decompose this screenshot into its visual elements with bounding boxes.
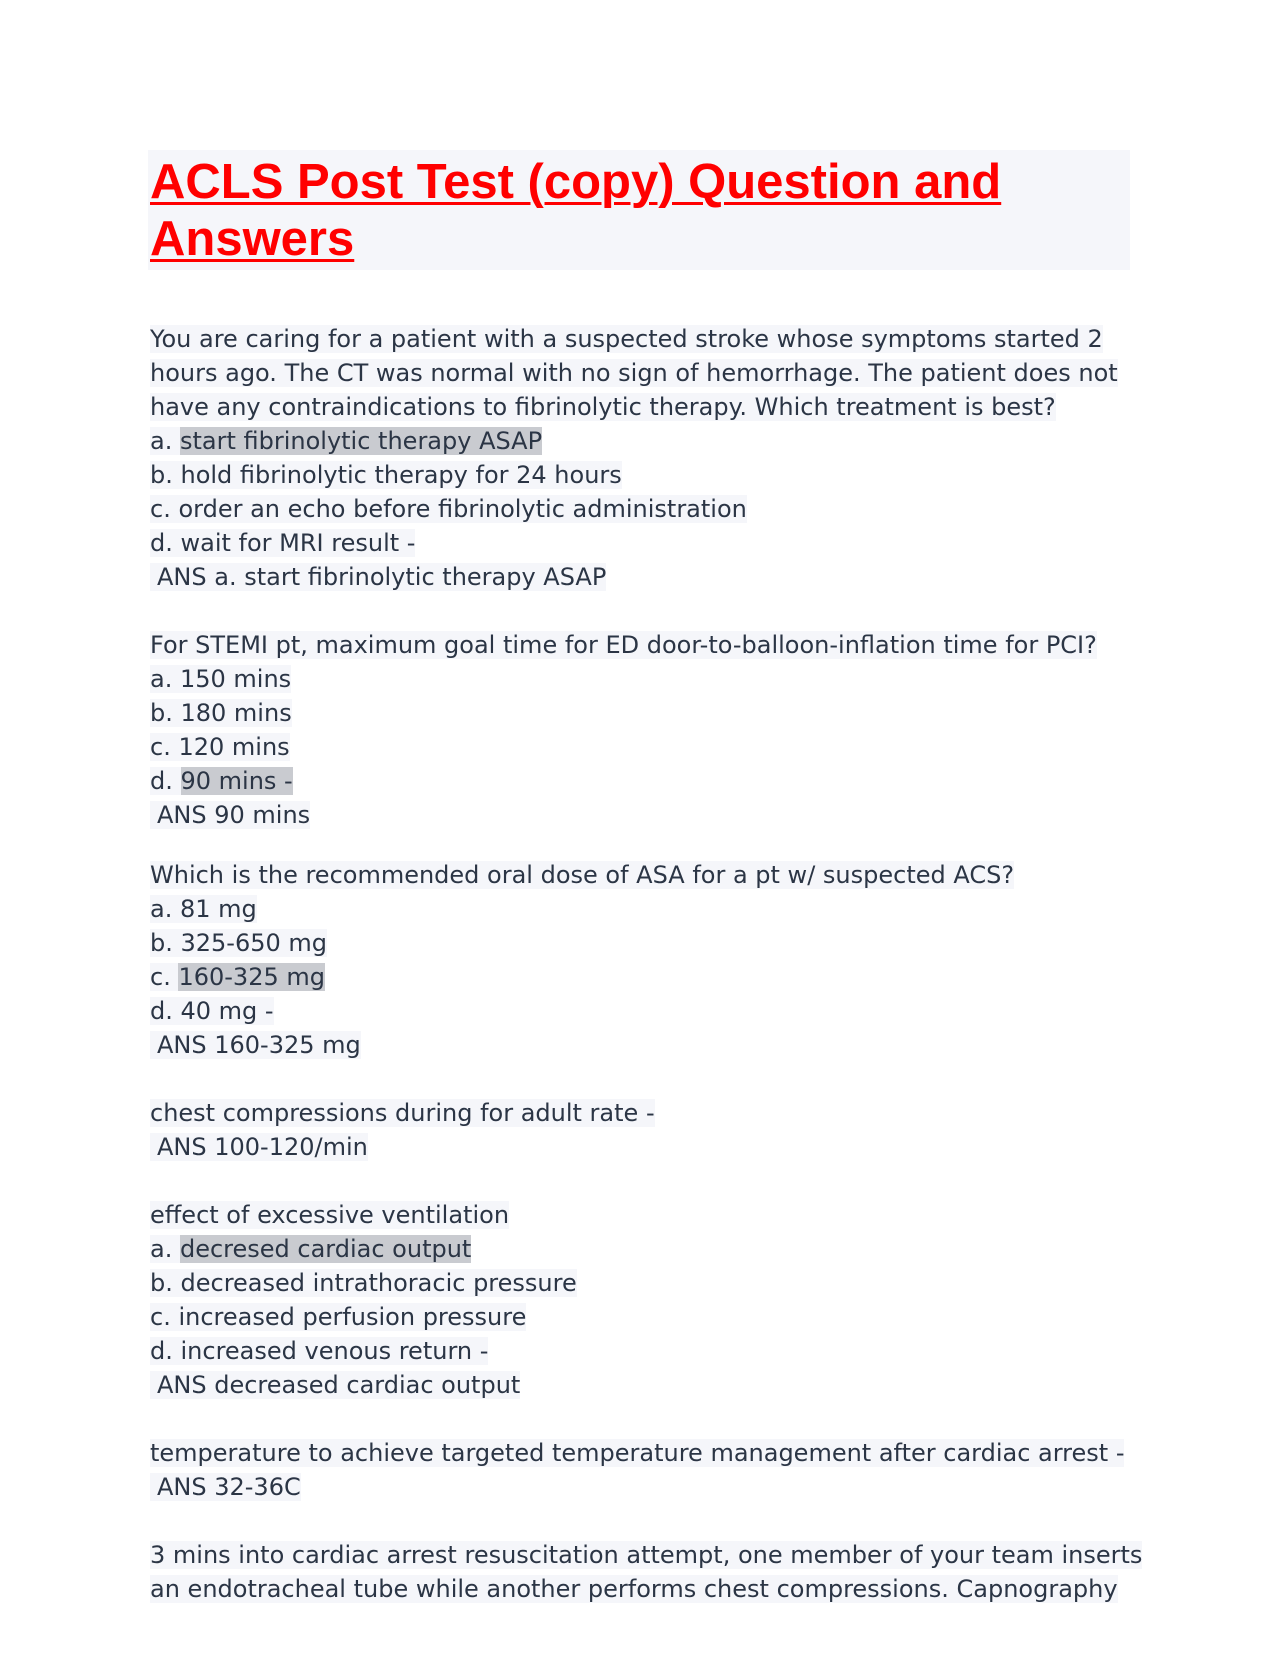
answer-line: ANS 100-120/min bbox=[150, 1130, 1130, 1164]
question-stem-line: Which is the recommended oral dose of ASA for a pt w/ suspected ACS? bbox=[150, 861, 1015, 889]
question-stem-line: hours ago. The CT was normal with no sign of hemorrhage. The patient does not bbox=[150, 359, 1118, 387]
correct-answer-highlight: start fibrinolytic therapy ASAP bbox=[179, 427, 543, 455]
option-c: c. 120 mins bbox=[150, 733, 290, 761]
question-stem-line: You are caring for a patient with a suspected stroke whose symptoms started 2 bbox=[150, 325, 1103, 353]
option-a: a. 81 mg bbox=[150, 895, 257, 923]
option-b: b. 325-650 mg bbox=[150, 929, 328, 957]
correct-answer-highlight: decresed cardiac output bbox=[179, 1235, 472, 1263]
option-a: a. start fibrinolytic therapy ASAP bbox=[150, 427, 543, 455]
question-6 bbox=[150, 1436, 1130, 1504]
question-2 bbox=[150, 628, 1130, 832]
option-d: d. 40 mg - bbox=[150, 997, 274, 1025]
question-stem-line: chest compressions during for adult rate - bbox=[150, 1099, 655, 1127]
correct-answer-highlight: 90 mins - bbox=[180, 767, 293, 795]
answer-line: ANS 160-325 mg bbox=[150, 1028, 1130, 1062]
question-4 bbox=[150, 1096, 1130, 1164]
option-a: a. decresed cardiac output bbox=[150, 1235, 472, 1263]
question-7 bbox=[150, 1538, 1143, 1606]
option-c: c. 160-325 mg bbox=[150, 963, 325, 991]
document-page bbox=[150, 150, 1143, 1606]
option-b: b. 180 mins bbox=[150, 699, 292, 727]
question-stem-line: have any contraindications to fibrinolytic therapy. Which treatment is best? bbox=[150, 393, 1056, 421]
option-d: d. increased venous return - bbox=[150, 1337, 489, 1365]
question-3 bbox=[150, 858, 1130, 1062]
answer-line: ANS decreased cardiac output bbox=[150, 1368, 1130, 1402]
correct-answer-highlight: 160-325 mg bbox=[178, 963, 325, 991]
option-b: b. decreased intrathoracic pressure bbox=[150, 1269, 577, 1297]
question-1 bbox=[150, 322, 1130, 594]
option-a: a. 150 mins bbox=[150, 665, 292, 693]
document-title: ACLS Post Test (copy) Question and Answers bbox=[150, 155, 1002, 266]
option-c: c. increased perfusion pressure bbox=[150, 1303, 527, 1331]
question-stem-line: temperature to achieve targeted temperature management after cardiac arrest - bbox=[150, 1439, 1125, 1467]
question-stem-line: effect of excessive ventilation bbox=[150, 1201, 510, 1229]
title-block bbox=[148, 150, 1130, 270]
question-stem-line: For STEMI pt, maximum goal time for ED door-to-balloon-inflation time for PCI? bbox=[150, 631, 1097, 659]
option-d: d. wait for MRI result - bbox=[150, 529, 416, 557]
question-stem-line: an endotracheal tube while another performs chest compressions. Capnography bbox=[150, 1575, 1118, 1603]
question-stem-line: 3 mins into cardiac arrest resuscitation attempt, one member of your team inserts bbox=[150, 1541, 1143, 1569]
option-d: d. 90 mins - bbox=[150, 767, 293, 795]
answer-line: ANS 90 mins bbox=[150, 798, 1130, 832]
question-list bbox=[150, 322, 1143, 1606]
answer-line: ANS 32-36C bbox=[150, 1470, 1130, 1504]
option-c: c. order an echo before fibrinolytic administration bbox=[150, 495, 747, 523]
answer-line: ANS a. start fibrinolytic therapy ASAP bbox=[150, 560, 1130, 594]
question-5 bbox=[150, 1198, 1130, 1402]
option-b: b. hold fibrinolytic therapy for 24 hours bbox=[150, 461, 622, 489]
